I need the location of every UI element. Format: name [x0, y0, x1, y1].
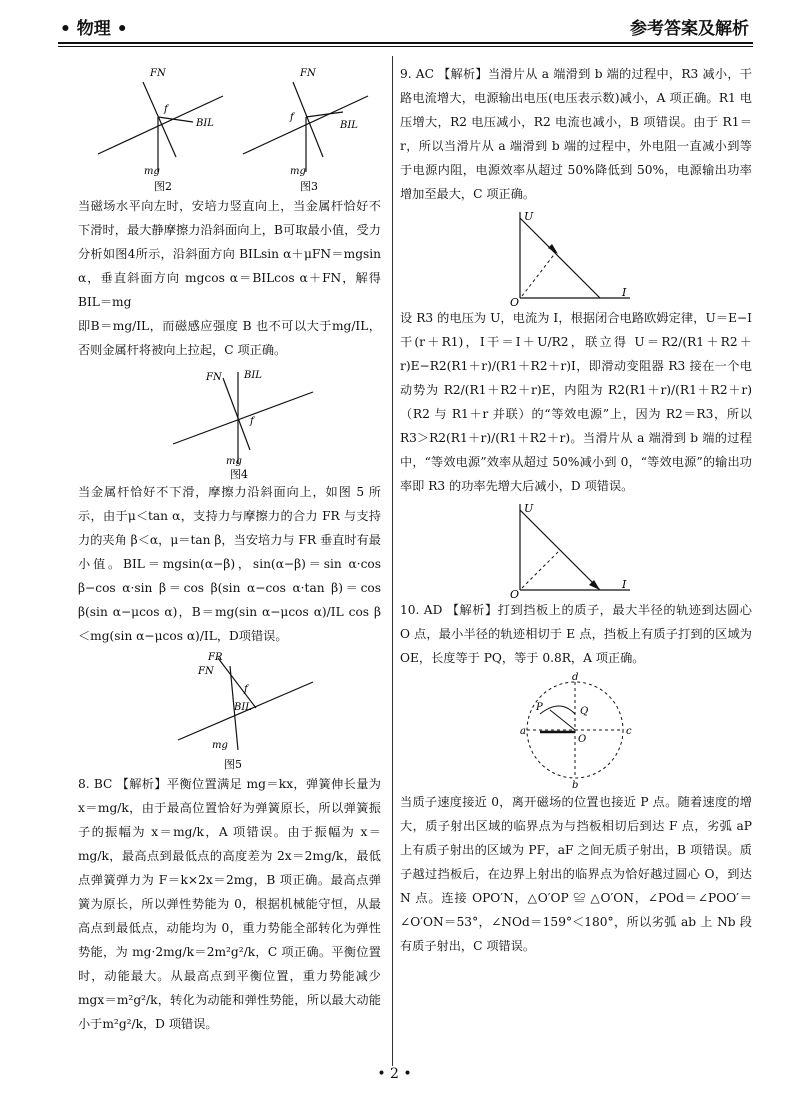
graph1-o-label: O [510, 296, 520, 306]
fig4-fn-label: FN [206, 372, 222, 383]
right-question-10-explanation: 当质子速度接近 0，离开磁场的位置也接近 P 点。随着速度的增大，质子射出区域的临界点为与挡板相切后到达 F 点，劣弧 aP 上有质子射出的区域为 PF，aF 之间无质子射出，B 项错误。质子越过挡板后，在边界上射出的临界点为恰好越过圆心 O，到达 N 点。连接 OPO′N，△O′OP ≌ △O′ON，∠POd＝∠POO′＝∠O′ON＝53°，∠NOd＝159°＜180°，所以劣弧 ab 上 Nb 段有质子射出，C 项错误。 [400, 795, 752, 953]
fig2-f-label: f [164, 104, 168, 115]
circle-b-label: b [572, 780, 579, 790]
circle-d-label: d [572, 672, 579, 683]
header-rule-thin [58, 46, 753, 47]
graph-u-i-2 [400, 498, 752, 598]
figure-5 [78, 648, 381, 772]
figure-2 [98, 68, 223, 193]
circle-o-label: O [578, 734, 587, 745]
fig3-f-label: f [290, 112, 294, 123]
left-paragraph-2: 即B＝mg/IL，而磁感应强度 B 也不可以大于mg/IL，否则金属杆将被向上拉起，C 项正确。 [78, 319, 381, 357]
right-question-9: 9. AC 【解析】当滑片从 a 端滑到 b 端的过程中，R3 减小，干路电流增大，电源输出电压(电压表示数)减小，A 项正确。R1 电压增大，R2 电压减小，R2 电流也减小，B 项错误。由于 R1＝r，所以当滑片从 a 端滑到 b 端的过程中，外电阻一直减小到等于电源内阻，电源效率从超过 50%降低到 50%，电源输出功率增加至最大，C 项正确。 [400, 67, 752, 201]
fig5-fn-label: FN [198, 666, 214, 677]
graph1-u-label: U [524, 210, 534, 223]
page-number: • 2 • [377, 1066, 412, 1082]
circle-c-label: c [626, 726, 632, 737]
figure-3 [243, 68, 368, 193]
fig5-mg-label: mg [212, 740, 228, 751]
right-question-9-derivation: 设 R3 的电压为 U，电流为 I，根据闭合电路欧姆定律，U＝E−I干(r＋R1)，I干＝I＋U/R2，联立得 U＝R2/(R1＋R2＋r)E−R2(R1＋r)/(R1＋R2＋r)I，即滑动变阻器 R3 接在一个电动势为 R2/(R1＋R2＋r)E，内阻为 R2(R1＋r)/(R1＋R2＋r)（R2 与 R1＋r 并联）的“等效电源”上，因为 R2＝R3，所以 R3＞R2(R1＋r)/(R1＋R2＋r)。当滑片从 a 端滑到 b 端的过程中，“等效电源”效率从超过 50%减小到 0，“等效电源”的输出功率即 R3 的功率先增大后减小，D 项错误。 [400, 311, 752, 493]
circle-a-label: a [520, 726, 526, 737]
fig4-caption: 图4 [230, 468, 248, 480]
graph2-o-label: O [510, 588, 520, 598]
fig3-fn-label: FN [300, 68, 316, 79]
fig5-f-label: f [244, 684, 248, 695]
left-paragraph-1: 当磁场水平向左时，安培力竖直向上，当金属杆恰好不下滑时，最大静摩擦力沿斜面向上，B可取最小值，受力分析如图4所示，沿斜面方向 BILsin α＋μFN＝mgsin α，垂直斜面方向 mgcos α＝BILcos α＋FN，解得 BIL＝mg [78, 199, 381, 309]
figure-circle [400, 670, 752, 790]
circle-p-label: P [536, 702, 543, 713]
figure-4 [78, 362, 381, 480]
fig4-f-label: f [250, 416, 254, 427]
fig2-mg-label: mg [144, 166, 160, 177]
column-divider [392, 56, 393, 1066]
left-question-8: 8. BC 【解析】平衡位置满足 mg＝kx，弹簧伸长量为 x＝mg/k，由于最高位置恰好为弹簧原长，所以弹簧振子的振幅为 x＝mg/k，A 项错误。由于振幅为 x＝mg/k，最高点到最低点的高度差为 2x＝2mg/k，最低点弹簧弹力为 F＝k×2x＝2mg，B 项正确。最高点弹簧为原长，所以弹性势能为 0，根据机械能守恒，从最高点到最低点，动能均为 0，重力势能全部转化为弹性势能，为 mg·2mg/k＝2m²g²/k，C 项正确。平衡位置时，动能最大。从最高点到平衡位置，重力势能减少 mgx＝m²g²/k，转化为动能和弹性势能，所以最大动能小于m²g²/k，D 项错误。 [78, 777, 381, 1031]
right-question-10: 10. AD 【解析】打到挡板上的质子，最大半径的轨迹到达圆心 O 点，最小半径的轨迹相切于 E 点，挡板上有质子打到的区域为 OE，长度等于 PQ，等于 0.8R，A 项正确。 [400, 603, 752, 665]
fig5-bil-label: BIL [234, 702, 252, 713]
figure-2-3 [78, 62, 381, 194]
fig5-fr-label: FR [208, 652, 223, 663]
fig5-caption: 图5 [224, 758, 242, 771]
header-title: 参考答案及解析 [630, 19, 749, 39]
circle-q-label: Q [580, 706, 589, 717]
fig3-mg-label: mg [290, 166, 306, 177]
graph1-i-label: I [622, 286, 627, 299]
graph-u-i-1 [400, 206, 752, 306]
left-column [78, 62, 381, 1036]
fig4-bil-label: BIL [244, 370, 262, 381]
header-rule [58, 42, 753, 44]
fig3-caption: 图3 [300, 180, 318, 193]
header-subject: • 物理 • [60, 19, 128, 39]
fig2-caption: 图2 [154, 180, 172, 193]
graph2-u-label: U [524, 502, 534, 515]
left-paragraph-3: 当金属杆恰好不下滑，摩擦力沿斜面向上，如图 5 所示，由于μ＜tan α，支持力与摩擦力的合力 FR 与支持力的夹角 β＜α，μ＝tan β，当安培力与 FR 垂直时有最小值。BIL＝mgsin(α−β)，sin(α−β)＝sin α·cos β−cos α·sin β＝cos β(sin α−cos α·tan β)＝cos β(sin α−μcos α)，B＝mg(sin α−μcos α)/IL cos β＜mg(sin α−μcos α)/IL，D项错误。 [78, 485, 381, 643]
fig4-mg-label: mg [226, 456, 242, 467]
right-column [400, 62, 752, 958]
fig2-fn-label: FN [150, 68, 166, 79]
fig2-bil-label: BIL [196, 118, 214, 129]
fig3-bil-label: BIL [340, 120, 358, 131]
graph2-i-label: I [622, 578, 627, 591]
